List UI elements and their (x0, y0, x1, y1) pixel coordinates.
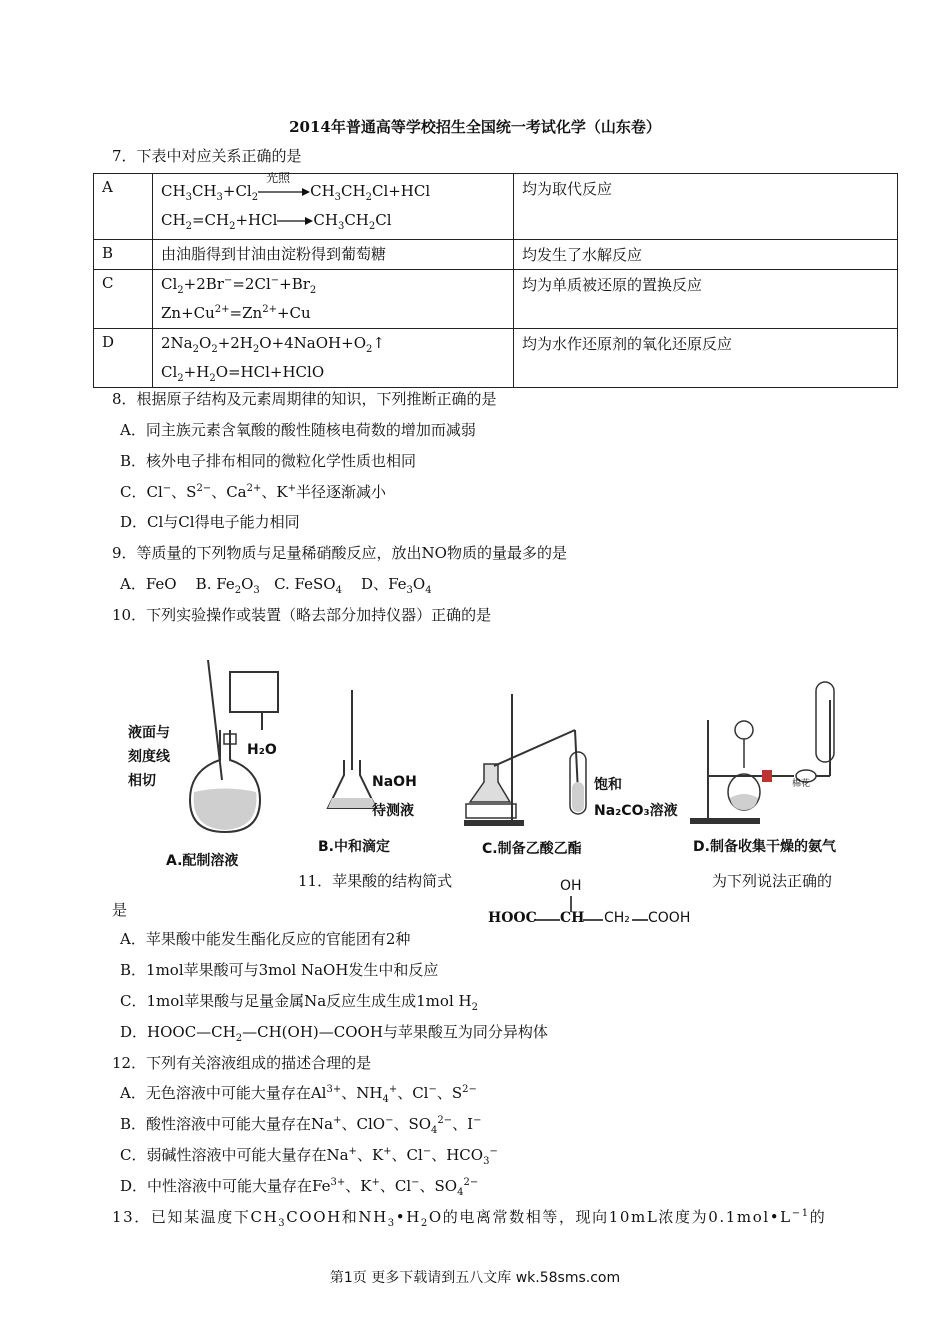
q8-stem: 8．根据原子结构及元素周期律的知识，下列推断正确的是 (112, 390, 497, 408)
q7-table (93, 173, 898, 388)
struct-cooh: COOH (648, 910, 691, 926)
q11-stem-post: 为下列说法正确的 (712, 872, 833, 890)
q11-option-b: B．1mol苹果酸可与3mol NaOH发生中和反应 (120, 961, 439, 979)
q8-option-a: A．同主族元素含氧酸的酸性随核电荷数的增加而减弱 (120, 421, 476, 439)
struct-bond-3 (632, 918, 648, 922)
q8-option-b: B．核外电子排布相同的微粒化学性质也相同 (120, 452, 417, 470)
reaction-arrow-icon (277, 216, 313, 226)
fig-a-note-1: 液面与 (128, 725, 170, 741)
q12-option-a: A．无色溶液中可能大量存在$Al^{3+}$、$NH_4^+$、Cl−、$S^{2-}$ (120, 1084, 477, 1105)
fig-b-titration (322, 690, 382, 815)
q8-option-c: C．Cl−、$S^{2-}$、$Ca^{2+}$、K+半径逐渐减小 (120, 483, 386, 501)
q7-opt-d: D (94, 329, 153, 388)
q7-eq-d: $2Na_2O_2+2H_2O+4NaOH+O_2↑$ $Cl_2+H_2O=HCl+HClO$ (153, 329, 514, 388)
fig-b-caption: B.中和滴定 (318, 839, 390, 855)
q7-opt-c: C (94, 270, 153, 329)
fig-d-ammonia-apparatus (684, 680, 864, 830)
fig-a-water: H₂O (247, 742, 277, 758)
q11-stem-pre: 11．苹果酸的结构简式 (298, 872, 453, 890)
struct-oh: OH (560, 878, 582, 894)
q9-options: A．FeO B. $Fe_2O_3$ C. FeSO$_4$ D、$Fe_3O_4$ (120, 575, 432, 596)
q12-option-d: D．中性溶液中可能大量存在$Fe^{3+}$、K+、Cl−、$SO_4^{2-}$ (120, 1177, 479, 1198)
page-footer: 第1页 更多下载请到五八文库 wk.58sms.com (329, 1270, 621, 1286)
struct-bond-1 (534, 918, 560, 922)
q9-stem: 9．等质量的下列物质与足量稀硝酸反应，放出NO物质的量最多的是 (112, 544, 567, 562)
q7-stem: 7．下表中对应关系正确的是 (112, 147, 302, 165)
page-title: 2014年普通高等学校招生全国统一考试化学（山东卷） (289, 118, 661, 136)
q12-option-b: B．酸性溶液中可能大量存在Na+、ClO−、$SO_4^{2-}$、I− (120, 1115, 482, 1136)
struct-hooc: HOOC (488, 910, 537, 926)
fig-d-caption: D.制备收集干燥的氨气 (693, 839, 836, 855)
q8-option-d: D．Cl与Cl得电子能力相同 (120, 513, 300, 531)
q7-opt-b: B (94, 240, 153, 270)
fig-b-liquid: 待测液 (372, 803, 414, 819)
q11-option-c: C．1mol苹果酸与足量金属Na反应生成生成1mol $H_2$ (120, 992, 478, 1013)
q7-eq-a: $CH_3CH_3+Cl_2$ 光照 $CH_3CH_2Cl+HCl$ $CH_2=CH_2+HCl$ $CH_3CH_2Cl$ (153, 174, 514, 240)
q11-stem-tail: 是 (112, 901, 128, 919)
q11-option-d: D．$HOOC—CH_2—CH(OH)—COOH$与苹果酸互为同分异构体 (120, 1023, 548, 1044)
struct-bond-2 (583, 918, 603, 922)
q12-option-c: C．弱碱性溶液中可能大量存在Na+、K+、Cl−、$HCO_3^-$ (120, 1146, 498, 1167)
q13-stem: 13．已知某温度下$CH_3COOH$和$NH_3•H_2O$的电离常数相等，现向10mL浓度为$0.1mol•L^{-1}$的 (112, 1208, 827, 1229)
fig-c-saturated: 饱和 (594, 777, 622, 793)
q12-stem: 12．下列有关溶液组成的描述合理的是 (112, 1054, 372, 1072)
fig-c-ester-apparatus (460, 692, 610, 832)
q7-opt-a: A (94, 174, 153, 240)
fig-a-note-2: 刻度线 (128, 749, 170, 765)
fig-a-note-3: 相切 (128, 773, 156, 789)
struct-ch2: CH₂ (604, 910, 630, 926)
q7-conclusion-c: 均为单质被还原的置换反应 (514, 270, 898, 329)
fig-d-cotton: 棉花 (792, 779, 811, 789)
q7-conclusion-b: 均发生了水解反应 (514, 240, 898, 270)
fig-a-caption: A.配制溶液 (166, 853, 239, 869)
q10-stem: 10．下列实验操作或装置（略去部分加持仪器）正确的是 (112, 606, 492, 624)
q7-eq-b: 由油脂得到甘油由淀粉得到葡萄糖 (161, 245, 387, 263)
q7-conclusion-a: 均为取代反应 (514, 174, 898, 240)
q7-conclusion-d: 均为水作还原剂的氧化还原反应 (514, 329, 898, 388)
fig-c-caption: C.制备乙酸乙酯 (482, 841, 582, 857)
q7-eq-c: $Cl_2+2Br^-=2Cl^-+Br_2$ $Zn+Cu^{2+}=Zn^{2+}+Cu$ (153, 270, 514, 329)
struct-ch: CH (560, 910, 585, 926)
fig-c-solution: Na₂CO₃溶液 (594, 803, 678, 819)
q11-option-a: A．苹果酸中能发生酯化反应的官能团有2种 (120, 930, 411, 948)
arrow-label-light: 光照 (266, 171, 291, 185)
fig-b-naoh: NaOH (372, 774, 417, 790)
